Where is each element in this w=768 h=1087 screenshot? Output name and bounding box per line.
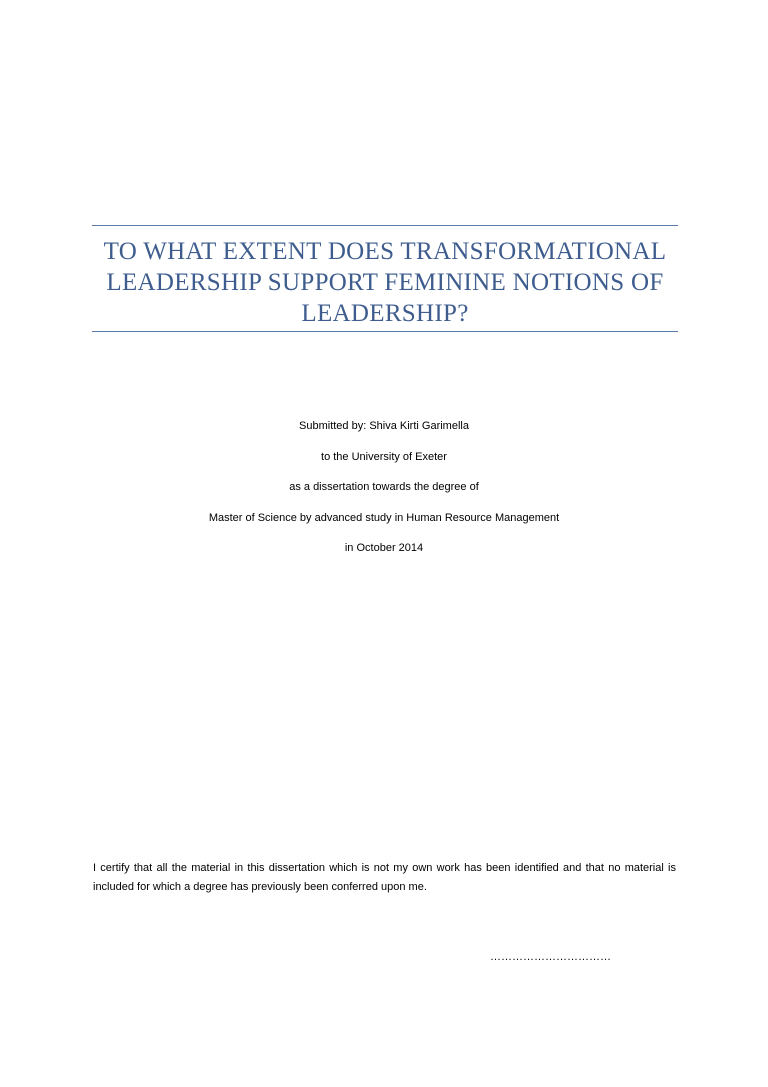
dissertation-title: TO WHAT EXTENT DOES TRANSFORMATIONAL LEADERSHIP SUPPORT FEMININE NOTIONS OF LEADERSHIP? <box>103 238 667 327</box>
title-bottom-rule <box>92 331 678 332</box>
signature-line: …………………………… <box>490 951 611 963</box>
dissertation-note-line: as a dissertation towards the degree of <box>289 481 479 493</box>
title-top-rule <box>92 225 678 226</box>
certification-statement: I certify that all the material in this dissertation which is not my own work has been identified and that no material is included for which a degree has previously been conferred upon me. <box>93 862 676 893</box>
degree-line: Master of Science by advanced study in Human Resource Management <box>208 512 560 524</box>
university-line: to the University of Exeter <box>321 451 447 463</box>
date-line: in October 2014 <box>344 542 424 554</box>
submitted-by-line: Submitted by: Shiva Kirti Garimella <box>299 420 469 432</box>
